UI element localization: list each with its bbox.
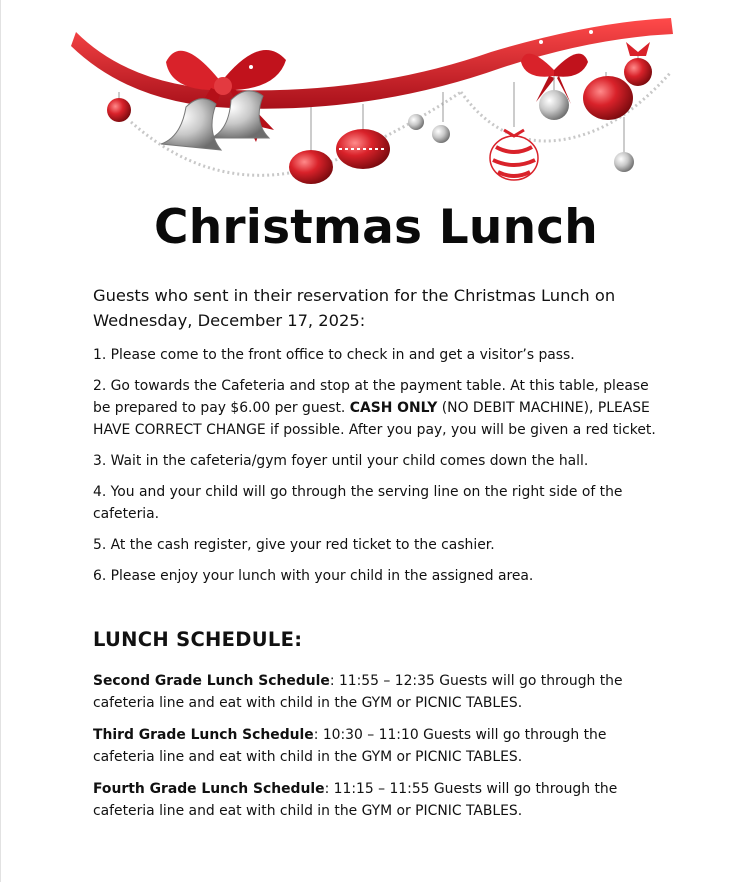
schedule-label: Second Grade Lunch Schedule [93,673,330,689]
schedule-label: Third Grade Lunch Schedule [93,727,314,743]
step-2-text-b: (NO DEBIT MACHINE), PLEASE HAVE CORRECT CHANGE if possible. After you pay, you will be given a red ticket. [93,400,656,438]
instructions-list [93,344,663,596]
schedule-text: : 11:15 – 11:55 Guests will go through the cafeteria line and eat with child in the GYM or PICNIC TABLES. [93,781,618,819]
schedule-heading: LUNCH SCHEDULE: [93,628,303,651]
step-2-cash-only: CASH ONLY [349,400,438,416]
step-5: 5. At the cash register, give your red ticket to the cashier. [93,537,495,553]
intro-text: Guests who sent in their reservation for the Christmas Lunch on Wednesday, December 17, 2025: [93,286,616,330]
schedule-item [93,724,668,768]
christmas-ornament-banner-icon [71,12,681,192]
schedule-item [93,670,668,714]
step-2-text-a: 2. Go towards the Cafeteria and stop at the payment table. At this table, please be prepared to pay $6.00 per guest. [93,378,649,416]
schedule-item [93,778,668,822]
schedule-label: Fourth Grade Lunch Schedule [93,781,325,797]
schedule-text: : 10:30 – 11:10 Guests will go through the cafeteria line and eat with child in the GYM or PICNIC TABLES. [93,727,607,765]
step-4: 4. You and your child will go through the serving line on the right side of the cafeteria. [93,484,623,522]
step-6: 6. Please enjoy your lunch with your child in the assigned area. [93,568,534,584]
step-2 [93,375,663,441]
page-title: Christmas Lunch [154,200,598,255]
step-3: 3. Wait in the cafeteria/gym foyer until your child comes down the hall. [93,453,589,469]
schedule-text: : 11:55 – 12:35 Guests will go through the cafeteria line and eat with child in the GYM or PICNIC TABLES. [93,673,623,711]
lunch-schedule [93,670,668,832]
step-1: 1. Please come to the front office to check in and get a visitor’s pass. [93,347,575,363]
